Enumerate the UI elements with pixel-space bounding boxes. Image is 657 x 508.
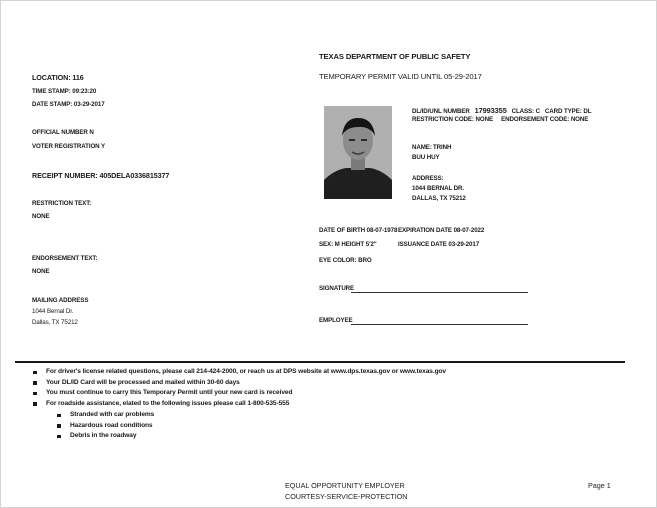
location: LOCATION: 116: [32, 73, 84, 82]
roadside-text: Stranded with car problems: [70, 411, 155, 418]
signature-line: [351, 292, 528, 293]
roadside-item: [70, 421, 154, 432]
roadside-item: [70, 431, 154, 442]
address-label: ADDRESS:: [412, 175, 444, 182]
issuance-date: ISSUANCE DATE 03-29-2017: [398, 241, 480, 248]
restriction-text-label: RESTRICTION TEXT:: [32, 200, 92, 207]
agency-title: TEXAS DEPARTMENT OF PUBLIC SAFETY: [319, 52, 471, 61]
dl-number-value: 17993355: [474, 106, 507, 115]
page-number: Page 1: [588, 481, 611, 490]
square-bullet-icon: [57, 414, 61, 418]
note-item: [46, 378, 446, 389]
endorsement-code: ENDORSEMENT CODE: NONE: [501, 116, 589, 123]
receipt-number: RECEIPT NUMBER: 405DELA0336815377: [32, 171, 170, 180]
square-bullet-icon: [33, 371, 37, 375]
note-text: Your DL/ID Card will be processed and mailed within 30-60 days: [46, 378, 240, 386]
note-text: For roadside assistance, elated to the following issues please call 1-800-535-555: [46, 399, 290, 407]
square-bullet-icon: [57, 424, 61, 428]
mailing-address-label: MAILING ADDRESS: [32, 297, 89, 304]
first-name: BUU HUY: [412, 154, 440, 161]
square-bullet-icon: [33, 402, 37, 406]
portrait-illustration: [324, 106, 392, 199]
roadside-text: Debris in the roadway: [70, 432, 137, 440]
roadside-item: [70, 410, 154, 421]
square-bullet-icon: [33, 381, 37, 385]
employee-label: EMPLOYEE: [319, 317, 353, 324]
class-label: CLASS:: [511, 108, 535, 115]
name-label: NAME:: [412, 144, 432, 151]
note-text: For driver's license related questions, please call 214-424-2000, or reach us at DPS website at www.dps.texas.gov or www.texas.gov: [46, 368, 446, 375]
voter-registration: VOTER REGISTRATION Y: [32, 143, 106, 150]
note-text: You must continue to carry this Temporary Permit until your new card is received: [46, 389, 293, 397]
note-item: [46, 388, 446, 399]
employee-line: [351, 324, 528, 325]
mailing-address-line1: 1044 Bernal Dr.: [32, 308, 74, 315]
expiration-date: EXPIRATION DATE 08-07-2022: [398, 227, 485, 234]
restriction-text-value: NONE: [32, 213, 50, 220]
last-name: TRINH: [433, 144, 452, 151]
dl-number-row: [412, 106, 591, 115]
square-bullet-icon: [33, 392, 37, 396]
permit-validity: TEMPORARY PERMIT VALID UNTIL 05-29-2017: [319, 72, 482, 81]
endorsement-text-label: ENDORSEMENT TEXT:: [32, 255, 98, 262]
notes-list: [46, 367, 446, 409]
section-divider: [15, 361, 625, 363]
id-portrait-photo: [324, 106, 392, 199]
address-line2: DALLAS, TX 75212: [412, 195, 466, 202]
official-number: OFFICIAL NUMBER N: [32, 129, 94, 136]
codes-row: [412, 116, 588, 123]
footer-line2: COURTESY-SERVICE-PROTECTION: [285, 492, 408, 501]
class-value: C: [535, 108, 541, 115]
dl-number-label: DL/ID/UNL NUMBER: [412, 108, 470, 115]
square-bullet-icon: [57, 435, 61, 439]
date-stamp: DATE STAMP: 03-29-2017: [32, 101, 105, 108]
card-type-label: CARD TYPE:: [544, 108, 582, 115]
card-type-value: DL: [583, 108, 592, 115]
note-item: [46, 399, 446, 410]
address-line1: 1044 BERNAL DR.: [412, 185, 465, 192]
endorsement-text-value: NONE: [32, 268, 50, 275]
sex-height: SEX: M HEIGHT 5'2": [319, 241, 377, 248]
roadside-list: [70, 410, 154, 442]
time-stamp: TIME STAMP: 09:23:20: [32, 88, 97, 95]
note-item: [46, 367, 446, 378]
footer-line1: EQUAL OPPORTUNITY EMPLOYER: [285, 481, 405, 490]
restriction-code: RESTRICTION CODE: NONE: [412, 116, 493, 123]
mailing-address-line2: Dallas, TX 75212: [32, 319, 78, 326]
eye-color: EYE COLOR: BRO: [319, 257, 372, 264]
signature-label: SIGNATURE: [319, 285, 355, 292]
date-of-birth: DATE OF BIRTH 08-07-1978: [319, 227, 398, 234]
roadside-text: Hazardous road conditions: [70, 421, 153, 429]
